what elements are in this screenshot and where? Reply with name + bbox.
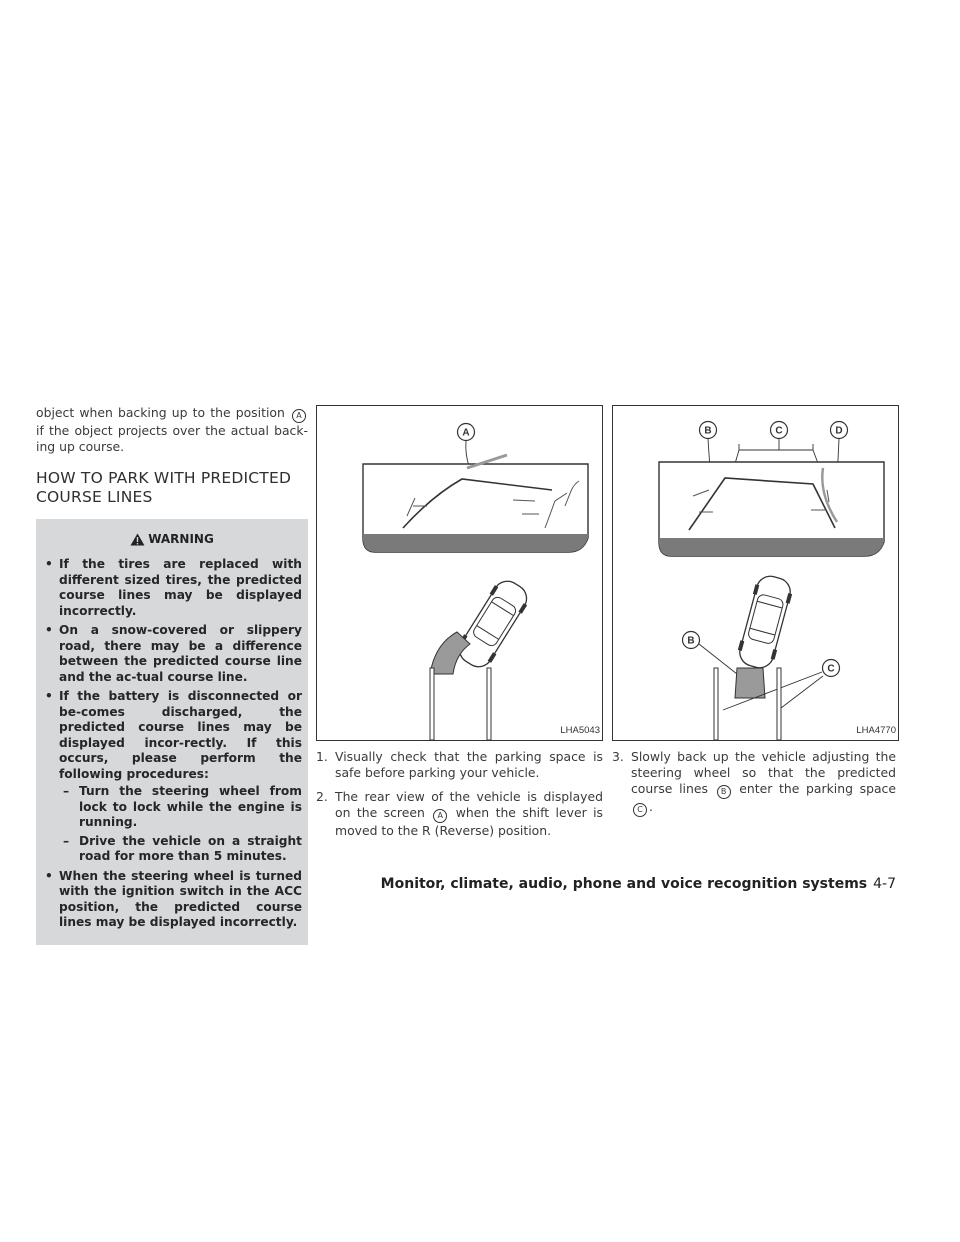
warning-item: • On a snow-covered or slippery road, there may be a difference between the predicted course line and the ac-tual course line. bbox=[42, 623, 302, 685]
step-number: 3. bbox=[612, 749, 624, 764]
step-text-middle: enter the parking space bbox=[732, 781, 896, 796]
warning-item bbox=[42, 689, 302, 865]
step-item bbox=[316, 749, 603, 781]
step-item bbox=[612, 749, 896, 817]
step-item bbox=[316, 789, 603, 839]
label-b: B bbox=[704, 425, 712, 437]
intro-text: object when backing up to the position bbox=[36, 405, 290, 420]
warning-box bbox=[36, 519, 308, 945]
footer-title: Monitor, climate, audio, phone and voice recognition systems bbox=[380, 876, 868, 892]
figure-rear-view-a bbox=[316, 405, 603, 741]
step-text-continued: . bbox=[649, 799, 653, 814]
marker-b: B bbox=[717, 785, 731, 799]
label-c: C bbox=[775, 425, 783, 437]
warning-subitem: – Turn the steering wheel from lock to lock while the engine is running. bbox=[59, 784, 302, 831]
rear-view-illustration bbox=[317, 406, 602, 740]
marker-a: A bbox=[292, 409, 306, 423]
warning-heading bbox=[42, 531, 302, 547]
warning-item-text: If the battery is disconnected or be-comes discharged, the predicted course lines may be displayed incor-rectly. If this occurs, please perform the following procedures: bbox=[59, 689, 302, 781]
steps-list-continued bbox=[612, 749, 896, 817]
page-footer bbox=[381, 876, 896, 892]
figure-code: LHA5043 bbox=[560, 725, 600, 736]
label-b: B bbox=[687, 635, 695, 647]
warning-triangle-icon bbox=[130, 533, 145, 546]
right-column bbox=[612, 405, 896, 825]
warning-heading-text: WARNING bbox=[148, 532, 214, 546]
figure-rear-view-bcd bbox=[612, 405, 899, 741]
step-text: Slowly back up the vehicle adjusting the steering wheel so that the predicted course lines bbox=[631, 749, 896, 796]
page-number: 4-7 bbox=[873, 876, 896, 892]
label-d: D bbox=[835, 425, 843, 437]
parking-lines-illustration bbox=[613, 406, 898, 740]
step-number: 1. bbox=[316, 749, 328, 764]
intro-paragraph bbox=[36, 405, 308, 455]
car-icon bbox=[453, 575, 534, 673]
marker-a: A bbox=[433, 809, 447, 823]
steps-list bbox=[316, 749, 603, 839]
warning-sublist bbox=[59, 784, 302, 865]
car-icon bbox=[735, 573, 796, 672]
warning-list bbox=[42, 557, 302, 931]
intro-text-continued: if the object projects over the actual back-ing up course. bbox=[36, 423, 308, 454]
warning-subitem: – Drive the vehicle on a straight road for more than 5 minutes. bbox=[59, 834, 302, 865]
label-a: A bbox=[462, 427, 470, 439]
step-text: Visually check that the parking space is safe before parking your vehicle. bbox=[335, 749, 603, 780]
figure-code: LHA4770 bbox=[856, 725, 896, 736]
left-column bbox=[36, 405, 308, 945]
step-text-continued: when the shift lever is moved to the R (Reverse) position. bbox=[335, 805, 603, 838]
step-text: The rear view of the vehicle is displayed on the screen bbox=[335, 789, 603, 820]
step-number: 2. bbox=[316, 789, 328, 804]
section-title: HOW TO PARK WITH PREDICTED COURSE LINES bbox=[36, 469, 292, 506]
marker-c: C bbox=[633, 803, 647, 817]
middle-column bbox=[316, 405, 603, 847]
warning-item: • When the steering wheel is turned with the ignition switch in the ACC position, the predicted course lines may be displayed incorrectly. bbox=[42, 869, 302, 931]
label-c: C bbox=[827, 663, 835, 675]
warning-item: • If the tires are replaced with different sized tires, the predicted course lines may be displayed incorrectly. bbox=[42, 557, 302, 619]
